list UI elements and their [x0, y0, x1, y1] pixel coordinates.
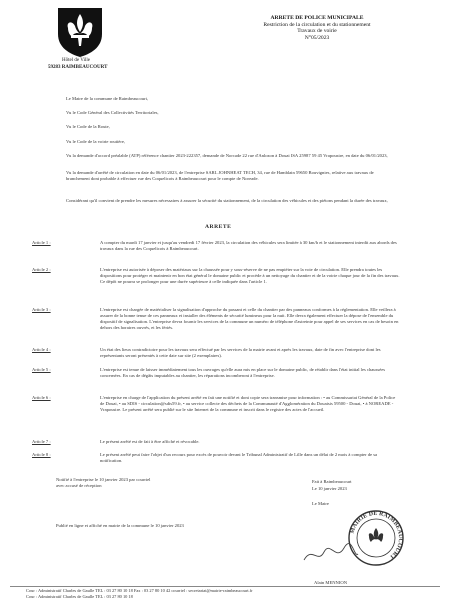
article-text: Le présent arrêté est de fait à être affiché et révocable. — [100, 439, 200, 444]
document-subtitle: Restriction de la circulation et du stationnement — [263, 21, 371, 28]
signature-date: Le 10 janvier 2023 — [312, 486, 347, 491]
city-hall-label: Hôtel de Ville — [62, 58, 90, 63]
preamble-paragraph: Vu la demande d'accord préalable (ATP) référence chantier 2023-222357, demande de Norcade 22 rue d'Anlozon à Douai ISA 25987 59 45 Vrapoustre, en date du 06/01/2023, — [66, 153, 388, 158]
city-name-label: 59283 RAIMBEAUCOURT — [48, 65, 108, 70]
article-label: Article 3 : — [32, 307, 51, 312]
article-label: Article 6 : — [32, 395, 51, 400]
article-text: L'entreprise est tenue de laisser immédiatement tous les ouvrages qu'elle aura mis en place sur le domaine public, de rétablir dans l'état initial les chaussées concernées. En cas de dégâts imputables au chantier, les réparations incomberont à l'entreprise. — [100, 367, 386, 378]
article-label: Article 8 : — [32, 452, 51, 457]
svg-text:MAIRIE DE RAIMBEAUCOURT: MAIRIE DE RAIMBEAUCOURT — [349, 510, 404, 560]
signature-place: Fait à Raimbeaucourt — [312, 479, 352, 484]
city-coat-of-arms — [56, 6, 104, 58]
preamble-line: Le Maire de la commune de Raimbeaucourt, — [66, 96, 149, 101]
signature-role: Le Maire — [312, 501, 329, 506]
document-number: N°05/2023 — [304, 34, 330, 41]
document-header — [232, 15, 402, 41]
article-text: Le présent arrêté peut faire l'objet d'un recours pour excès de pouvoir devant le Tribunal Administratif de Lille dans un délai de 2 mois à compter de sa notification. — [100, 452, 378, 463]
document-subtitle-2: Travaux de voirie — [297, 28, 337, 35]
preamble-paragraph: Considérant qu'il convient de prendre les mesures nécessaires à assurer la sécurité du stationnement, de la circulation des véhicules et des piétons pendant la durée des travaux, — [66, 198, 388, 203]
article-text: A compter du mardi 17 janvier et jusqu'au vendredi 17 février 2023, la circulation des véhicules sera limitée à 30 km/h et le stationnement interdit aux abords des travaux dans la rue des Coquelicots à Raimbeaucourt. — [100, 240, 397, 251]
article-label: Article 2 : — [32, 267, 51, 272]
notification-line: avec accusé de réception — [56, 483, 102, 488]
article-label: Article 7 : — [32, 439, 51, 444]
footer-divider — [10, 586, 440, 587]
article-label: Article 4 : — [32, 347, 51, 352]
notification-line: Notifié à l'entreprise le 10 janvier 2023 par courriel — [56, 477, 151, 482]
handwritten-signature — [300, 540, 360, 570]
fleur-de-lis-icon — [56, 6, 104, 58]
article-text: L'entreprise en charge de l'application du présent arrêté en fait une notifié et dont copie sera transmise pour information : • au Commissariat Général de la Police de Douai, • au SDIS - circulation@sdis59.fr, • au service collecte des déchets de la Communauté d'Agglomération du Douaisis 59500 - Douai, • à NOREADE - Vrapoustre. Le présent arrêté sera publié sur le site Internet de la commune et inscrit dans le registre des actes de l'accueil. — [100, 395, 396, 412]
article-text: L'entreprise est chargée de matérialiser la signalisation d'approche du passant et celle du chantier par des panneaux conformes à la réglementation. Elle veillera à assurer de la bonne tenue de ces panneaux et installer des éléments de sécurité lumineux pour la nuit. Elle devra également effectuer la dépose de l'ensemble du dispositif de signalisation. L'entreprise devra fournir les services de la commune un numéro de téléphone d'astreinte pour appel de ses services en cas de besoin en dehors des horaires ouvrés, et les fériés. — [100, 307, 399, 330]
arrete-heading: ARRETE — [205, 224, 232, 230]
article-label: Article 5 : — [32, 367, 51, 372]
preamble-line: Vu le Code de la voirie routière, — [66, 139, 126, 144]
article-text: L'entreprise est autorisée à déposer des matériaux sur la chaussée pour y sous-réserve de ne pas empiéter sur la voie de circulation. Elle prendra toutes les dispositions pour protéger et maintenir en bon état général le domaine public et procède à un nettoyage du chantier et de la voirie chaque jour de la fin des travaux. Ce dépôt ne pourra se prolonger pour une durée supérieure à celle indiquée dans l'article 1. — [100, 267, 400, 284]
preamble-line: Vu le Code de la Route, — [66, 124, 110, 129]
footer-contact: Cour : Administratif Charles de Gaulle TEL : 03 27 80 10 18 — [26, 594, 133, 599]
publication-note: Publié en ligne et affiché en mairie de la commune le 10 janvier 2023 — [56, 523, 184, 528]
preamble-line: Vu le Code Général des Collectivités Territoriales, — [66, 110, 159, 115]
footer-contact: Cour : Administratif Charles de Gaulle TEL : 03 27 80 10 18 Fax : 03 27 80 10 42 courriel : secretariat@mairie-raimbeaucourt.fr — [26, 588, 253, 593]
article-text: Un état des lieux contradictoire pour les travaux sera effectué par les services de la mairie avant et après les travaux, date de fin avec l'entreprise dont les représentants seront présentés à cette date sur site (2 exemplaires). — [100, 347, 381, 358]
document-title: ARRETE DE POLICE MUNICIPALE — [270, 15, 364, 21]
article-label: Article 1 : — [32, 240, 51, 245]
preamble-paragraph: Vu la demande d'arrêté de circulation en date du 06/01/2023, de l'entreprise SARL JOHNHEAT TECH, 34, rue de Hamblain 59650 Bouvignies, relative aux travaux de branchement dont probable à effectuer rue des Coquelicots à Raimbeaucourt pour le compte de Noreade. — [66, 170, 374, 181]
signatory-name: Alain MENNION — [314, 580, 348, 585]
